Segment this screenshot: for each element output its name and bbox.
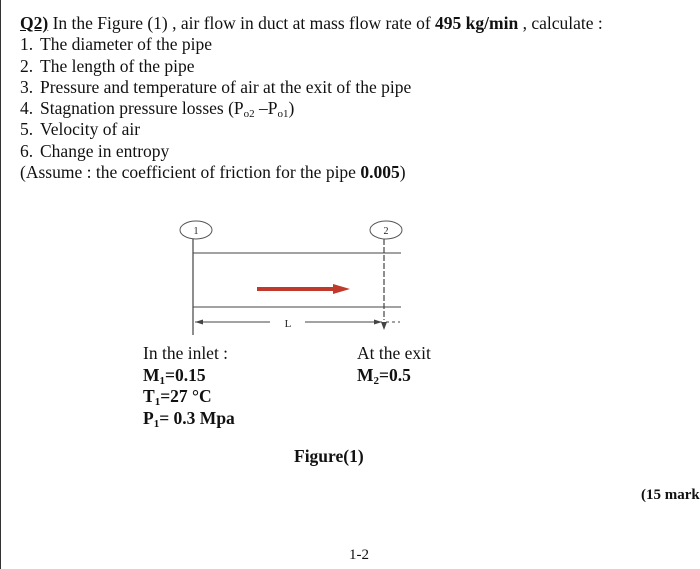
question-block [20, 13, 696, 183]
assumption [20, 162, 696, 183]
list-item-text: Change in entropy [40, 140, 170, 161]
inlet-mach-sub: 1 [159, 374, 166, 387]
length-label: L [284, 318, 292, 330]
list-item [20, 56, 696, 77]
inlet-temperature [143, 386, 235, 408]
list-item-text-middle: –P [254, 98, 278, 119]
intro-text-before: In the Figure (1) , air flow in duct at mass flow rate of [48, 13, 436, 33]
page-number: 1-2 [349, 547, 369, 563]
question-label: Q2) [20, 13, 49, 33]
inlet-mach-value: =0.15 [165, 364, 206, 385]
station-1-label: 1 [193, 226, 199, 237]
inlet-temp-value: =27 °C [160, 386, 212, 406]
exit-heading: At the exit [357, 343, 431, 363]
list-item-number: 1. [20, 34, 34, 55]
list-item [20, 98, 696, 119]
marks-label: (15 mark [641, 487, 700, 503]
list-item-number: 4. [20, 98, 34, 119]
length-arrow-left [195, 320, 203, 325]
list-item [20, 34, 696, 55]
list-item-text: The diameter of the pipe [40, 34, 213, 55]
subscript-o2: o2 [243, 108, 255, 121]
figure-caption: Figure(1) [294, 446, 364, 466]
list-item-text: Pressure and temperature of air at the exit of the pipe [40, 76, 412, 97]
assumption-text-before: (Assume : the coefficient of friction for the pipe [20, 162, 361, 183]
list-item-number: 5. [20, 119, 34, 140]
list-item [20, 141, 696, 162]
question-intro [20, 13, 696, 34]
friction-coefficient: 0.005 [360, 162, 400, 183]
list-item [20, 119, 696, 140]
inlet-pressure [143, 408, 235, 430]
list-item-number: 6. [20, 140, 34, 161]
inlet-pressure-sub: 1 [153, 417, 160, 430]
inlet-conditions [143, 343, 235, 429]
list-item-number: 2. [20, 55, 34, 76]
list-item-text: The length of the pipe [40, 55, 195, 76]
subscript-o1: o1 [277, 108, 289, 121]
page-left-border [0, 0, 1, 569]
station-2-label: 2 [383, 226, 389, 237]
station-2-down-arrow [381, 322, 387, 330]
list-item [20, 77, 696, 98]
flow-arrow-head [333, 284, 350, 294]
inlet-mach-symbol: M [143, 364, 160, 385]
exit-mach-sub: 2 [373, 374, 380, 387]
inlet-pressure-value: = 0.3 Mpa [159, 407, 235, 428]
exit-mach [357, 365, 431, 387]
mass-flow-rate: 495 kg/min [435, 13, 519, 33]
inlet-heading: In the inlet : [143, 343, 229, 363]
intro-text-after: , calculate : [518, 13, 603, 33]
exit-mach-value: =0.5 [379, 364, 411, 385]
exit-conditions [357, 343, 431, 386]
inlet-pressure-symbol: P [143, 407, 154, 428]
list-item-text: Velocity of air [40, 119, 141, 140]
inlet-temp-sub: 1 [154, 396, 161, 408]
list-item-number: 3. [20, 76, 34, 97]
exit-mach-symbol: M [357, 364, 374, 385]
inlet-temp-symbol: T [143, 386, 155, 406]
list-item-text-end: ) [288, 98, 295, 119]
inlet-mach [143, 365, 235, 387]
assumption-text-after: ) [399, 162, 406, 183]
length-arrow-right [374, 320, 382, 325]
list-item-text: Stagnation pressure losses (P [40, 98, 244, 119]
